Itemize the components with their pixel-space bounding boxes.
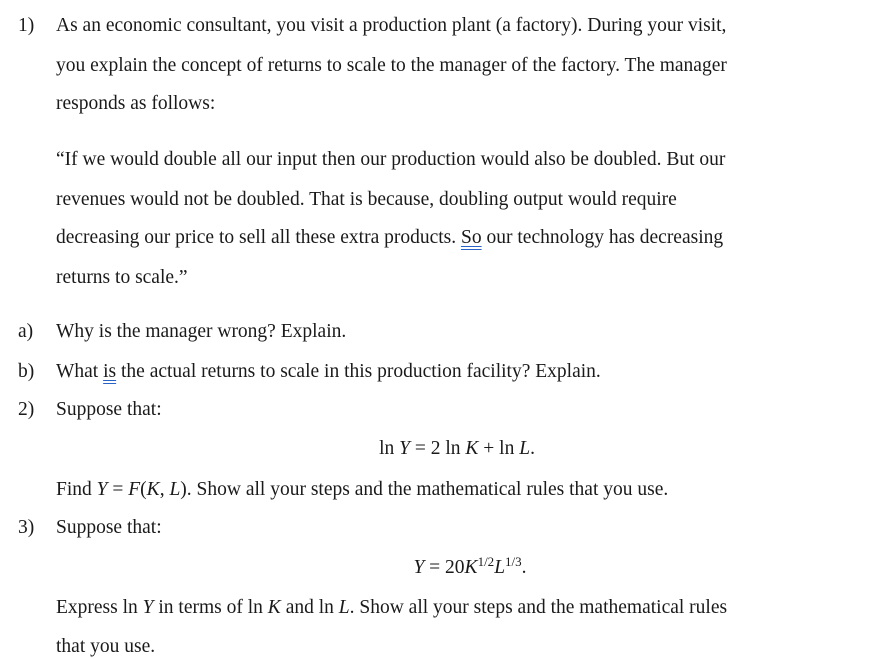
q1-line-1: As an economic consultant, you visit a production plant (a factory). During your visit, <box>56 15 727 36</box>
q1-line-2: you explain the concept of returns to scale to the manager of the factory. The manager <box>56 55 727 76</box>
underlined-word-so: So <box>461 227 482 248</box>
q3-task-line-1 <box>56 596 727 620</box>
quote-line-1: “If we would double all our input then our production would also be doubled. But our <box>56 149 726 170</box>
eq-part: = 2 ln <box>409 438 466 459</box>
q2-find-text <box>56 478 668 502</box>
quote-line-2: revenues would not be doubled. That is because, doubling output would require <box>56 189 677 210</box>
q2-equation <box>0 437 890 461</box>
sub-b-end: the actual returns to scale in this production facility? Explain. <box>116 361 601 382</box>
text-part: Find <box>56 479 97 500</box>
var-l: L <box>494 557 506 578</box>
var-k: K <box>464 557 478 578</box>
question-3-number: 3) <box>18 517 35 538</box>
quote-line-3-end: our technology has decreasing <box>481 227 724 248</box>
eq-part: ln <box>379 438 400 459</box>
exponent-k: 1/2 <box>477 554 495 569</box>
quote-line-4: returns to scale.” <box>56 267 188 288</box>
var-l: L <box>169 479 181 500</box>
text-part: and ln <box>280 597 339 618</box>
text-part: Express ln <box>56 597 143 618</box>
text-part: ( <box>140 479 147 500</box>
underlined-word-is: is <box>103 361 117 382</box>
question-2-number: 2) <box>18 399 35 420</box>
eq-part: . <box>530 438 535 459</box>
sub-question-b-label: b) <box>18 361 35 382</box>
quote-line-3 <box>56 226 723 250</box>
var-k: K <box>465 438 479 459</box>
q3-task-line-2: that you use. <box>56 636 156 657</box>
quote-line-3-start: decreasing our price to sell all these extra products. <box>56 227 462 248</box>
var-k: K <box>146 479 160 500</box>
question-1-number: 1) <box>18 15 35 36</box>
text-part: = <box>107 479 129 500</box>
var-k: K <box>267 597 281 618</box>
text-part: , <box>159 479 170 500</box>
var-l: L <box>519 438 531 459</box>
q3-equation <box>0 556 890 580</box>
sub-question-a-text: Why is the manager wrong? Explain. <box>56 321 347 342</box>
var-y: Y <box>399 438 410 459</box>
var-l: L <box>338 597 350 618</box>
eq-part: = 20 <box>424 557 465 578</box>
var-y: Y <box>142 597 154 618</box>
q3-intro: Suppose that: <box>56 517 162 538</box>
sub-question-a-label: a) <box>18 321 34 342</box>
text-part: ). Show all your steps and the mathematical rules that you use. <box>180 479 669 500</box>
q1-line-3: responds as follows: <box>56 93 216 114</box>
var-y: Y <box>413 557 425 578</box>
sub-question-b-text <box>56 360 601 384</box>
eq-part: + ln <box>478 438 520 459</box>
exponent-l: 1/3 <box>505 554 522 569</box>
eq-part: . <box>521 557 527 578</box>
text-part: in terms of ln <box>153 597 268 618</box>
q2-intro: Suppose that: <box>56 399 162 420</box>
var-f: F <box>128 479 141 500</box>
text-part: . Show all your steps and the mathematical rules <box>349 597 728 618</box>
sub-b-start: What <box>56 361 104 382</box>
var-y: Y <box>96 479 108 500</box>
